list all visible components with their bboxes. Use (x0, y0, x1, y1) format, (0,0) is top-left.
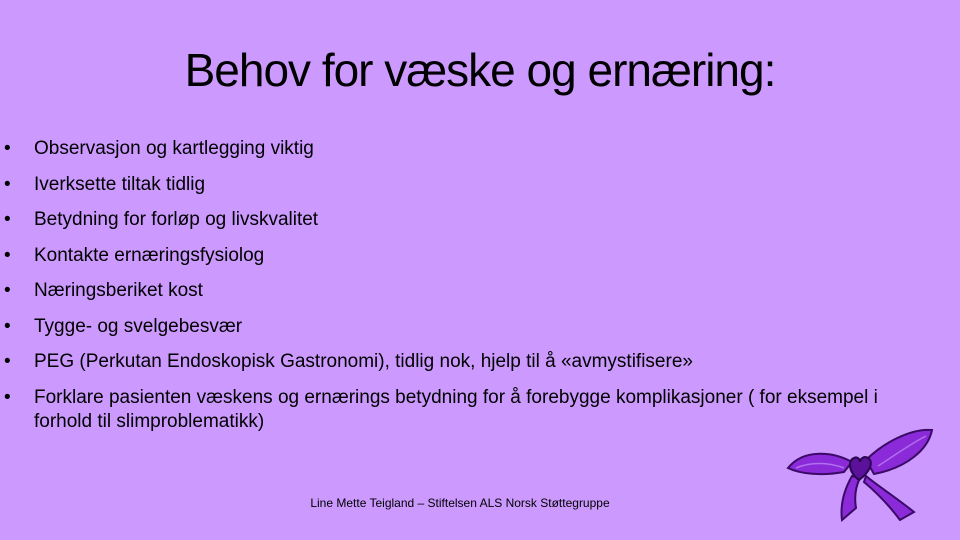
purple-ribbon-bow-icon (782, 424, 938, 524)
list-item (0, 244, 930, 268)
bullet-icon: • (4, 173, 11, 195)
slide-title: Behov for væske og ernæring: (184, 44, 776, 96)
bullet-icon: • (4, 209, 11, 230)
bullet-icon: • (4, 244, 11, 266)
bullet-text: Betydning for forløp og livskvalitet (34, 209, 319, 230)
list-item (0, 208, 930, 232)
list-item (0, 279, 930, 303)
bullet-text: Tygge- og svelgebesvær (34, 315, 243, 337)
footer-credit: Line Mette Teigland – Stiftelsen ALS Norsk Støttegruppe (310, 496, 610, 510)
list-item (0, 315, 930, 339)
bullet-text: Iverksette tiltak tidlig (34, 173, 206, 195)
list-item (0, 173, 930, 197)
bullet-icon: • (4, 386, 11, 408)
bullet-icon: • (4, 351, 11, 372)
bullet-icon: • (4, 315, 11, 337)
bullet-list (0, 137, 930, 445)
list-item (0, 137, 930, 161)
bullet-icon: • (4, 280, 11, 301)
bullet-text: Kontakte ernæringsfysiolog (34, 244, 265, 266)
bullet-text: PEG (Perkutan Endoskopisk Gastronomi), tidlig nok, hjelp til å «avmystifisere» (34, 351, 693, 372)
bullet-text: Næringsberiket kost (34, 280, 203, 301)
bullet-text: Observasjon og kartlegging viktig (34, 138, 314, 159)
bullet-icon: • (4, 138, 11, 159)
list-item (0, 350, 930, 374)
list-item (0, 386, 914, 434)
bullet-text: Forklare pasienten væskens og ernærings betydning for å forebygge komplikasjoner ( for eksempel i forhold til slimproblematikk) (34, 386, 878, 432)
